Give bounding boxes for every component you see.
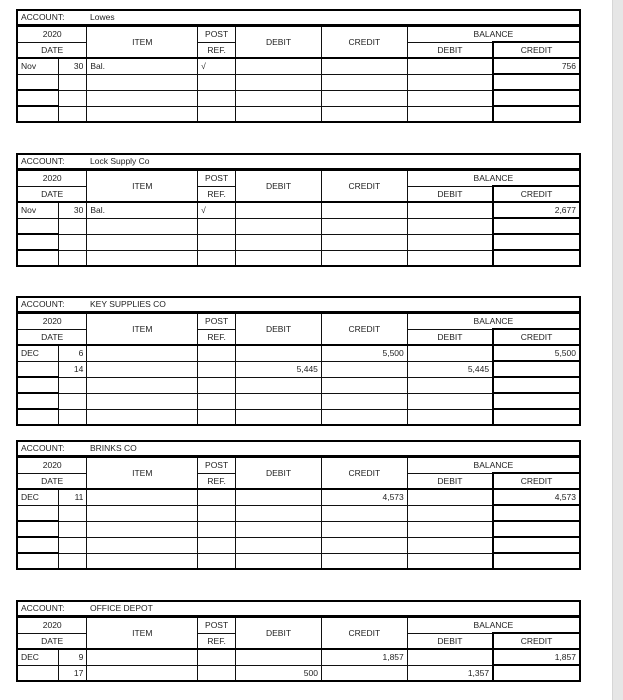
debit-cell	[236, 393, 322, 409]
credit-cell	[321, 521, 407, 537]
item-cell	[87, 649, 198, 665]
balance-debit-cell	[407, 74, 493, 90]
item-cell	[87, 505, 198, 521]
balance-credit-cell	[493, 234, 580, 250]
ledger-row	[17, 250, 580, 266]
header-item: ITEM	[87, 313, 198, 345]
ledger-row	[17, 345, 580, 361]
header-debit: DEBIT	[236, 313, 322, 345]
date-month-cell	[17, 361, 59, 377]
date-month-cell	[17, 106, 59, 122]
header-ref: REF.	[198, 329, 236, 345]
date-day-cell: 9	[59, 649, 87, 665]
balance-debit-cell	[407, 393, 493, 409]
item-cell	[87, 393, 198, 409]
item-cell	[87, 489, 198, 505]
debit-cell	[236, 553, 322, 569]
balance-credit-cell	[493, 218, 580, 234]
date-day-cell	[59, 377, 87, 393]
post-ref-cell	[198, 106, 236, 122]
date-month-cell	[17, 377, 59, 393]
date-month-cell: DEC	[17, 489, 59, 505]
ledger-row	[17, 553, 580, 569]
credit-cell: 1,857	[321, 649, 407, 665]
header-date: DATE	[17, 42, 87, 58]
balance-debit-cell: 5,445	[407, 361, 493, 377]
header-balance: BALANCE	[407, 313, 580, 329]
header-item: ITEM	[87, 617, 198, 649]
ledger-row	[17, 393, 580, 409]
item-cell	[87, 665, 198, 681]
date-day-cell	[59, 234, 87, 250]
post-ref-cell	[198, 345, 236, 361]
post-ref-cell	[198, 393, 236, 409]
date-day-cell	[59, 521, 87, 537]
balance-credit-cell	[493, 106, 580, 122]
date-month-cell	[17, 553, 59, 569]
date-day-cell	[59, 409, 87, 425]
ledger-table	[16, 25, 581, 123]
account-label: ACCOUNT:	[21, 156, 65, 166]
credit-cell	[321, 58, 407, 74]
header-credit: CREDIT	[321, 26, 407, 58]
balance-debit-cell	[407, 202, 493, 218]
header-balance: BALANCE	[407, 617, 580, 633]
date-month-cell	[17, 250, 59, 266]
account-label: ACCOUNT:	[21, 443, 65, 453]
balance-credit-cell: 2,677	[493, 202, 580, 218]
date-month-cell	[17, 90, 59, 106]
account-title-bar	[16, 296, 581, 313]
date-day-cell: 14	[59, 361, 87, 377]
credit-cell	[321, 74, 407, 90]
ledger-row	[17, 90, 580, 106]
header-balance-credit: CREDIT	[493, 186, 580, 202]
date-day-cell	[59, 218, 87, 234]
header-balance-debit: DEBIT	[407, 329, 493, 345]
ledger-table	[16, 616, 581, 682]
balance-debit-cell	[407, 234, 493, 250]
item-cell	[87, 234, 198, 250]
account-title-bar	[16, 600, 581, 617]
debit-cell	[236, 345, 322, 361]
balance-debit-cell	[407, 649, 493, 665]
ledger-row	[17, 665, 580, 681]
post-ref-cell	[198, 553, 236, 569]
post-ref-cell	[198, 537, 236, 553]
debit-cell	[236, 537, 322, 553]
header-credit: CREDIT	[321, 457, 407, 489]
date-month-cell: Nov	[17, 202, 59, 218]
credit-cell	[321, 537, 407, 553]
balance-credit-cell	[493, 250, 580, 266]
credit-cell	[321, 250, 407, 266]
header-row	[17, 313, 580, 329]
debit-cell	[236, 90, 322, 106]
account-title-bar	[16, 153, 581, 170]
header-year: 2020	[17, 617, 87, 633]
item-cell	[87, 377, 198, 393]
date-day-cell	[59, 553, 87, 569]
balance-credit-cell: 4,573	[493, 489, 580, 505]
credit-cell	[321, 553, 407, 569]
credit-cell	[321, 377, 407, 393]
date-day-cell	[59, 74, 87, 90]
header-ref: REF.	[198, 186, 236, 202]
debit-cell	[236, 409, 322, 425]
header-balance-credit: CREDIT	[493, 473, 580, 489]
ledger-row	[17, 537, 580, 553]
date-day-cell: 6	[59, 345, 87, 361]
date-day-cell: 30	[59, 58, 87, 74]
post-ref-cell	[198, 409, 236, 425]
date-day-cell: 30	[59, 202, 87, 218]
post-ref-cell	[198, 665, 236, 681]
item-cell	[87, 250, 198, 266]
header-ref: REF.	[198, 473, 236, 489]
balance-credit-cell	[493, 393, 580, 409]
balance-credit-cell: 756	[493, 58, 580, 74]
date-month-cell	[17, 393, 59, 409]
balance-credit-cell	[493, 361, 580, 377]
date-day-cell	[59, 393, 87, 409]
debit-cell	[236, 58, 322, 74]
date-day-cell: 11	[59, 489, 87, 505]
item-cell	[87, 521, 198, 537]
account-name: BRINKS CO	[90, 443, 137, 453]
balance-debit-cell	[407, 521, 493, 537]
item-cell	[87, 553, 198, 569]
credit-cell	[321, 90, 407, 106]
account-name: Lock Supply Co	[90, 156, 150, 166]
header-year: 2020	[17, 170, 87, 186]
balance-debit-cell	[407, 218, 493, 234]
balance-credit-cell	[493, 90, 580, 106]
date-month-cell	[17, 537, 59, 553]
item-cell	[87, 361, 198, 377]
ledger-table	[16, 456, 581, 570]
balance-credit-cell	[493, 665, 580, 681]
header-debit: DEBIT	[236, 26, 322, 58]
debit-cell	[236, 106, 322, 122]
header-row	[17, 617, 580, 633]
post-ref-cell	[198, 649, 236, 665]
date-day-cell	[59, 90, 87, 106]
balance-credit-cell	[493, 553, 580, 569]
credit-cell	[321, 409, 407, 425]
header-date: DATE	[17, 633, 87, 649]
post-ref-cell	[198, 218, 236, 234]
header-balance: BALANCE	[407, 457, 580, 473]
header-balance-credit: CREDIT	[493, 42, 580, 58]
header-balance-debit: DEBIT	[407, 473, 493, 489]
date-month-cell	[17, 665, 59, 681]
balance-debit-cell	[407, 250, 493, 266]
post-ref-cell	[198, 377, 236, 393]
balance-credit-cell	[493, 409, 580, 425]
ledger-row	[17, 505, 580, 521]
right-scroll-pane	[612, 0, 623, 700]
header-post: POST	[198, 170, 236, 186]
post-ref-cell	[198, 361, 236, 377]
ledger-row	[17, 106, 580, 122]
header-credit: CREDIT	[321, 313, 407, 345]
balance-debit-cell	[407, 345, 493, 361]
debit-cell	[236, 250, 322, 266]
item-cell	[87, 345, 198, 361]
debit-cell: 5,445	[236, 361, 322, 377]
balance-debit-cell	[407, 377, 493, 393]
item-cell	[87, 218, 198, 234]
ledger-row	[17, 202, 580, 218]
debit-cell	[236, 505, 322, 521]
account-name: Lowes	[90, 12, 115, 22]
post-ref-cell: √	[198, 58, 236, 74]
ledger-row	[17, 377, 580, 393]
balance-debit-cell	[407, 505, 493, 521]
debit-cell	[236, 74, 322, 90]
date-month-cell	[17, 409, 59, 425]
credit-cell	[321, 505, 407, 521]
balance-debit-cell: 1,357	[407, 665, 493, 681]
balance-credit-cell	[493, 521, 580, 537]
credit-cell: 5,500	[321, 345, 407, 361]
ledger-row	[17, 489, 580, 505]
header-post: POST	[198, 26, 236, 42]
balance-debit-cell	[407, 106, 493, 122]
header-row	[17, 457, 580, 473]
post-ref-cell	[198, 521, 236, 537]
header-balance-debit: DEBIT	[407, 633, 493, 649]
date-month-cell: DEC	[17, 345, 59, 361]
date-month-cell	[17, 234, 59, 250]
debit-cell: 500	[236, 665, 322, 681]
header-date: DATE	[17, 186, 87, 202]
item-cell: Bal.	[87, 58, 198, 74]
credit-cell	[321, 393, 407, 409]
account-label: ACCOUNT:	[21, 299, 65, 309]
balance-credit-cell	[493, 537, 580, 553]
date-day-cell	[59, 505, 87, 521]
item-cell	[87, 409, 198, 425]
ledger-table	[16, 312, 581, 426]
date-day-cell	[59, 250, 87, 266]
post-ref-cell	[198, 74, 236, 90]
balance-debit-cell	[407, 90, 493, 106]
post-ref-cell: √	[198, 202, 236, 218]
account-label: ACCOUNT:	[21, 12, 65, 22]
post-ref-cell	[198, 505, 236, 521]
header-year: 2020	[17, 457, 87, 473]
post-ref-cell	[198, 234, 236, 250]
credit-cell: 4,573	[321, 489, 407, 505]
header-balance-debit: DEBIT	[407, 42, 493, 58]
debit-cell	[236, 218, 322, 234]
ledger-row	[17, 649, 580, 665]
post-ref-cell	[198, 250, 236, 266]
debit-cell	[236, 202, 322, 218]
account-label: ACCOUNT:	[21, 603, 65, 613]
header-debit: DEBIT	[236, 170, 322, 202]
balance-credit-cell	[493, 377, 580, 393]
header-credit: CREDIT	[321, 617, 407, 649]
header-ref: REF.	[198, 633, 236, 649]
ledger-row	[17, 218, 580, 234]
header-item: ITEM	[87, 457, 198, 489]
date-day-cell	[59, 537, 87, 553]
header-balance-debit: DEBIT	[407, 186, 493, 202]
date-month-cell: DEC	[17, 649, 59, 665]
item-cell: Bal.	[87, 202, 198, 218]
header-item: ITEM	[87, 26, 198, 58]
account-title-bar	[16, 440, 581, 457]
ledger-row	[17, 74, 580, 90]
balance-debit-cell	[407, 58, 493, 74]
header-post: POST	[198, 617, 236, 633]
header-row	[17, 26, 580, 42]
balance-credit-cell: 1,857	[493, 649, 580, 665]
ledger-row	[17, 234, 580, 250]
credit-cell	[321, 202, 407, 218]
header-year: 2020	[17, 313, 87, 329]
date-month-cell: Nov	[17, 58, 59, 74]
credit-cell	[321, 218, 407, 234]
ledger-row	[17, 361, 580, 377]
header-balance: BALANCE	[407, 170, 580, 186]
balance-credit-cell: 5,500	[493, 345, 580, 361]
header-balance-credit: CREDIT	[493, 329, 580, 345]
date-month-cell	[17, 521, 59, 537]
post-ref-cell	[198, 90, 236, 106]
item-cell	[87, 74, 198, 90]
credit-cell	[321, 665, 407, 681]
header-date: DATE	[17, 329, 87, 345]
header-date: DATE	[17, 473, 87, 489]
item-cell	[87, 90, 198, 106]
header-debit: DEBIT	[236, 617, 322, 649]
balance-debit-cell	[407, 489, 493, 505]
header-debit: DEBIT	[236, 457, 322, 489]
header-ref: REF.	[198, 42, 236, 58]
ledger-row	[17, 409, 580, 425]
ledger-row	[17, 521, 580, 537]
header-row	[17, 170, 580, 186]
date-month-cell	[17, 218, 59, 234]
header-balance-credit: CREDIT	[493, 633, 580, 649]
header-post: POST	[198, 457, 236, 473]
date-day-cell	[59, 106, 87, 122]
debit-cell	[236, 489, 322, 505]
account-name: KEY SUPPLIES CO	[90, 299, 166, 309]
balance-debit-cell	[407, 553, 493, 569]
date-month-cell	[17, 74, 59, 90]
date-day-cell: 17	[59, 665, 87, 681]
account-title-bar	[16, 9, 581, 26]
debit-cell	[236, 649, 322, 665]
debit-cell	[236, 521, 322, 537]
balance-debit-cell	[407, 409, 493, 425]
date-month-cell	[17, 505, 59, 521]
post-ref-cell	[198, 489, 236, 505]
header-balance: BALANCE	[407, 26, 580, 42]
balance-credit-cell	[493, 74, 580, 90]
ledger-table	[16, 169, 581, 267]
header-year: 2020	[17, 26, 87, 42]
credit-cell	[321, 106, 407, 122]
balance-debit-cell	[407, 537, 493, 553]
item-cell	[87, 106, 198, 122]
header-credit: CREDIT	[321, 170, 407, 202]
header-item: ITEM	[87, 170, 198, 202]
account-name: OFFICE DEPOT	[90, 603, 153, 613]
credit-cell	[321, 361, 407, 377]
header-post: POST	[198, 313, 236, 329]
balance-credit-cell	[493, 505, 580, 521]
debit-cell	[236, 234, 322, 250]
credit-cell	[321, 234, 407, 250]
debit-cell	[236, 377, 322, 393]
item-cell	[87, 537, 198, 553]
ledger-row	[17, 58, 580, 74]
